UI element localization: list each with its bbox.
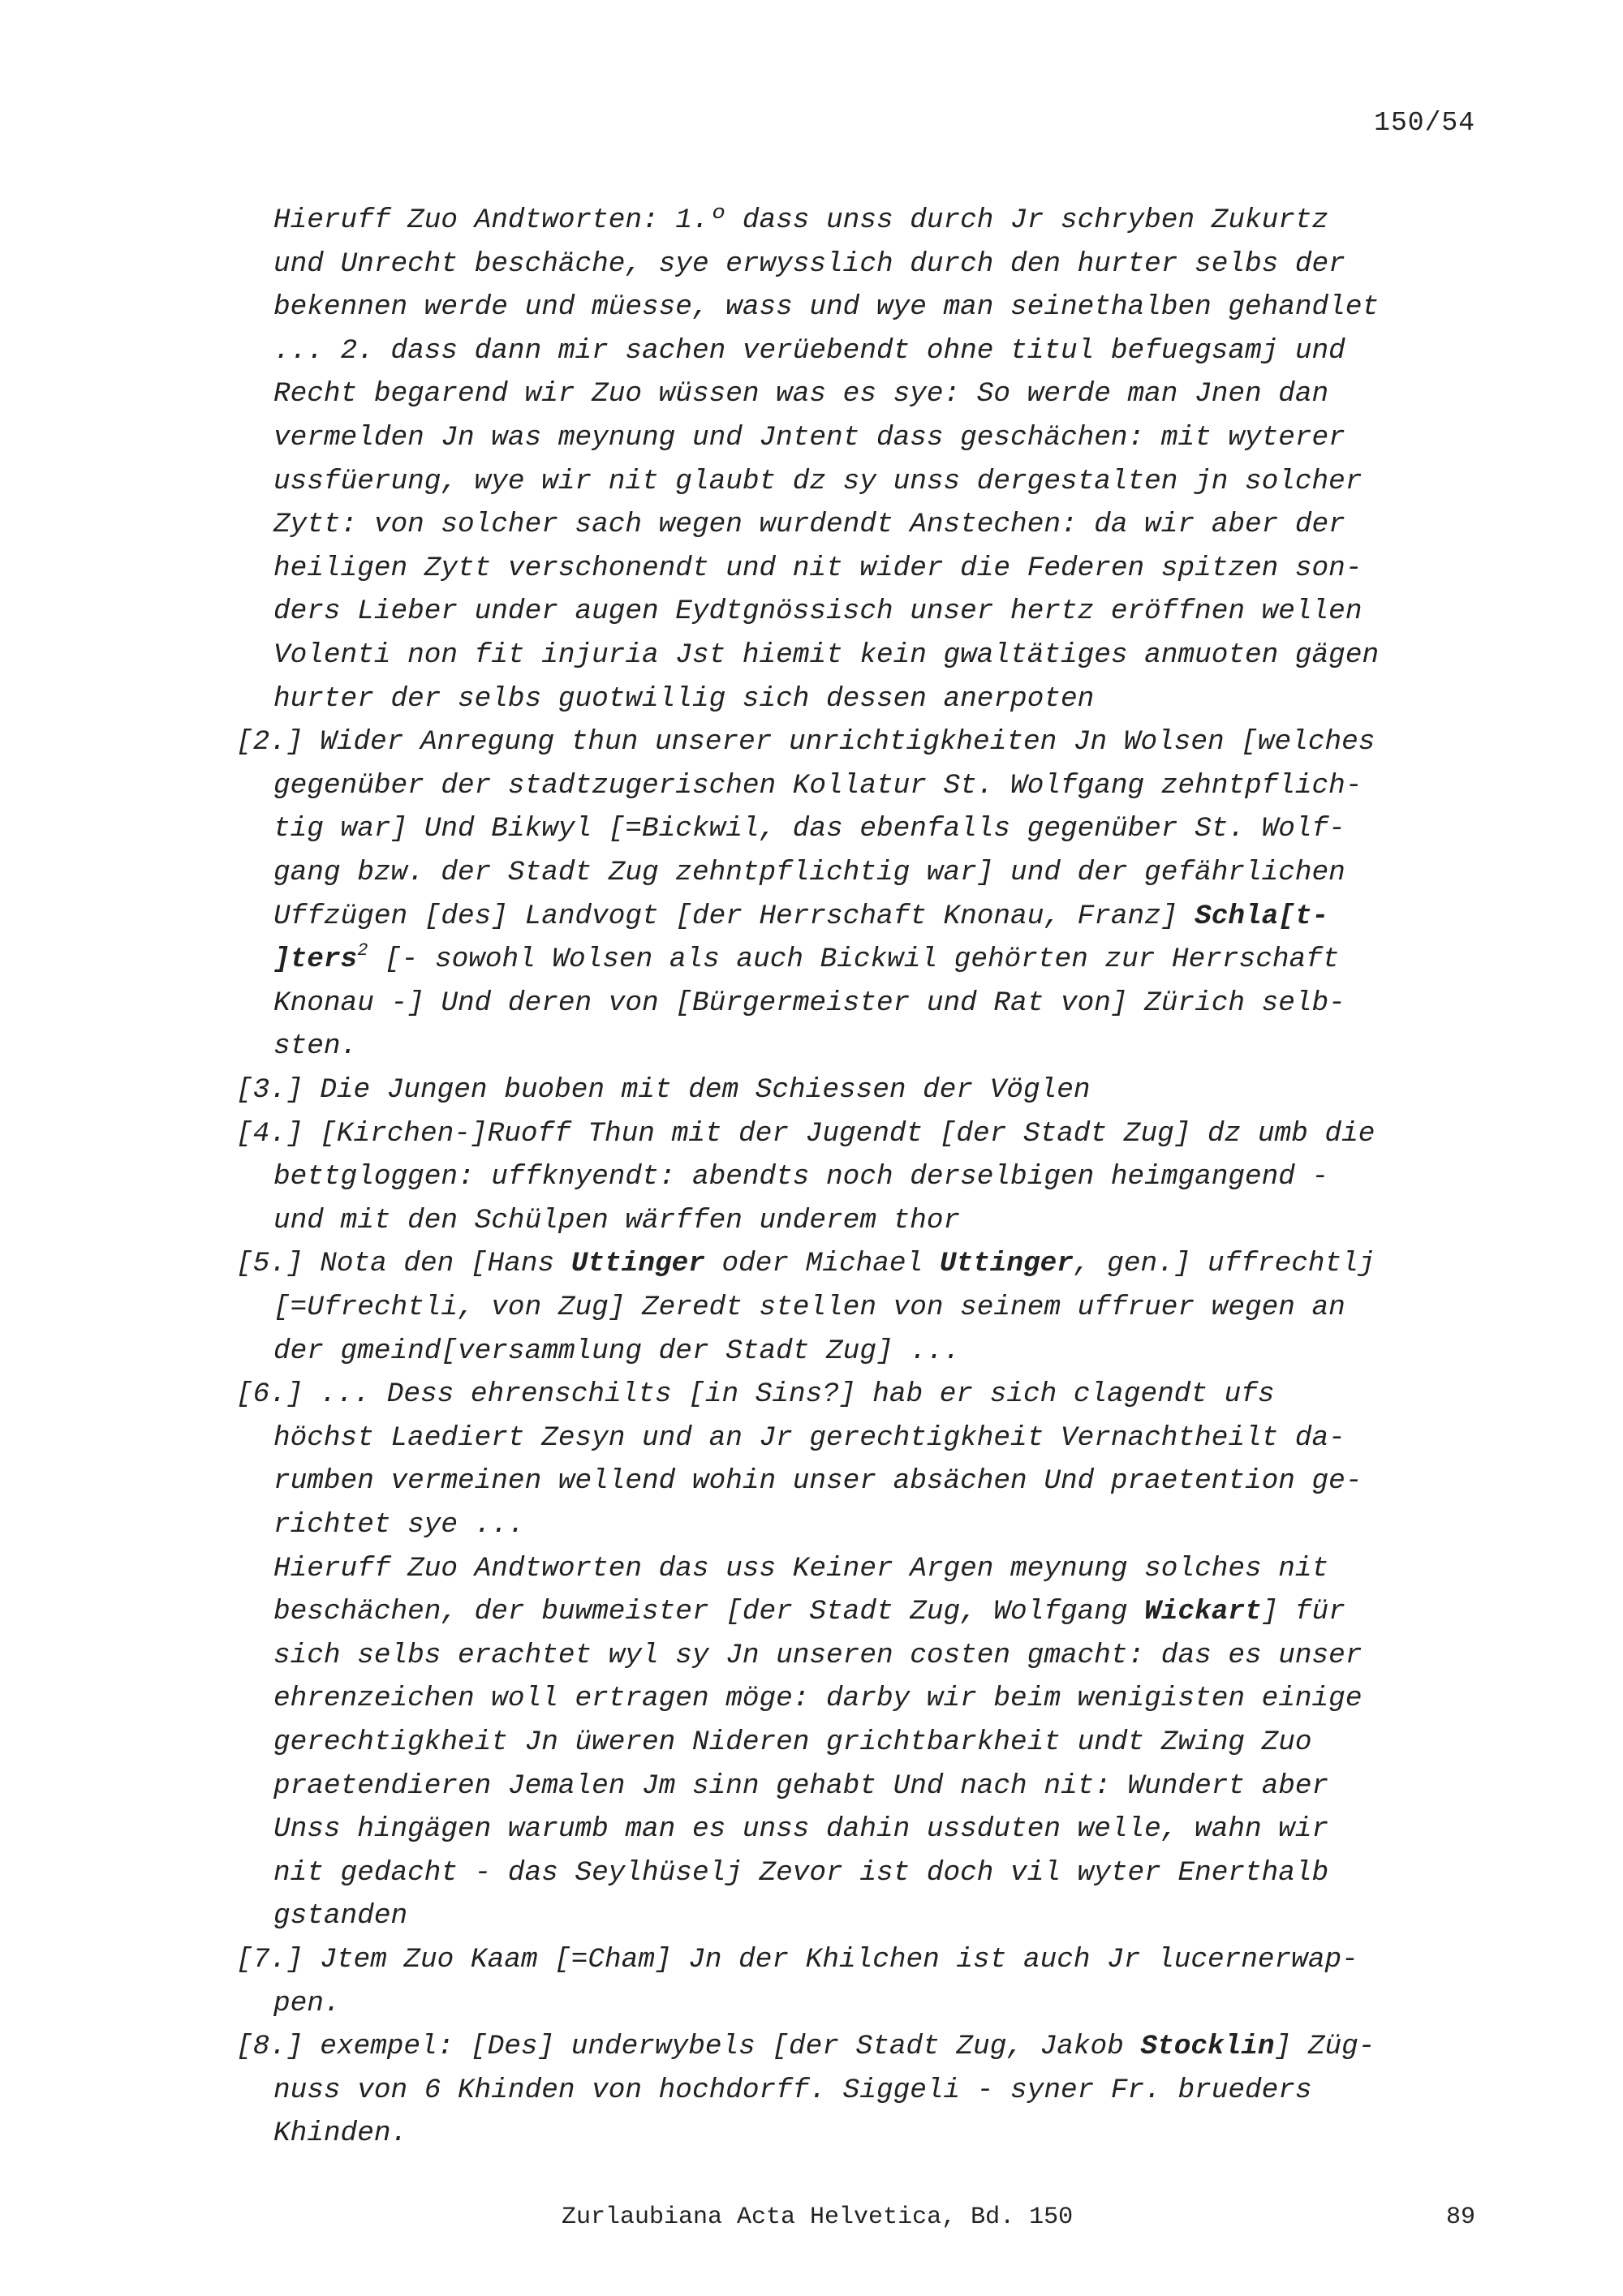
- text-line: Zytt: von solcher sach wegen wurdendt Anstechen: da wir aber der: [273, 509, 1345, 541]
- archive-reference: 150/54: [1374, 108, 1475, 138]
- text-line: nit gedacht - das Seylhüselj Zevor ist doch vil wyter Enerthalb: [273, 1856, 1329, 1889]
- text-line: Hieruff Zuo Andtworten das uss Keiner Argen meynung solches nit: [273, 1552, 1329, 1584]
- footnote-marker: 2: [357, 940, 368, 961]
- text-line: ... 2. dass dann mir sachen verüebendt ohne titul befuegsamj und: [273, 334, 1345, 367]
- text-line: Unss hingägen warumb man es unss dahin ussduten welle, wahn wir: [273, 1813, 1329, 1846]
- text-span: [- sowohl Wolsen als auch Bickwil gehörten zur Herrschaft: [368, 944, 1340, 976]
- item-2-line: [2.] Wider Anregung thun unserer unrichtigkheiten Jn Wolsen [welches: [236, 726, 1375, 759]
- text-span: [5.] Nota den [Hans: [236, 1248, 571, 1280]
- item-5-line: [236, 1242, 1375, 1286]
- text-line: und Unrecht beschäche, sye erwysslich durch den hurter selbs der: [273, 247, 1345, 280]
- person-name-schlatter-cont: ]ters: [273, 944, 358, 976]
- item-4-line: [4.] [Kirchen-]Ruoff Thun mit der Jugendt [der Stadt Zug] dz umb die: [236, 1117, 1375, 1150]
- text-line: nuss von 6 Khinden von hochdorff. Siggeli - syner Fr. brueders: [273, 2074, 1312, 2106]
- text-line: ders Lieber under augen Eydtgnössisch unser hertz eröffnen wellen: [273, 595, 1363, 628]
- person-name-uttinger: Uttinger: [939, 1248, 1074, 1280]
- page-number: 89: [1445, 2204, 1475, 2231]
- text-span: ] Züg-: [1274, 2031, 1375, 2063]
- item-6-line: [6.] ... Dess ehrenschilts [in Sins?] hab er sich clagendt ufs: [236, 1378, 1275, 1411]
- text-line: [273, 938, 1339, 982]
- text-line: ehrenzeichen woll ertragen möge: darby wir beim wenigisten einige: [273, 1683, 1363, 1715]
- text-span: ] für: [1261, 1596, 1345, 1628]
- text-line: [273, 1590, 1345, 1634]
- text-line: pen.: [273, 1987, 341, 2019]
- text-line: praetendieren Jemalen Jm sinn gehabt Und nach nit: Wundert aber: [273, 1769, 1329, 1802]
- text-line: Hieruff Zuo Andtworten: 1.º dass unss durch Jr schryben Zukurtz: [273, 204, 1329, 236]
- item-8-line: [236, 2025, 1375, 2069]
- text-line: gegenüber der stadtzugerischen Kollatur St. Wolfgang zehntpflich-: [273, 769, 1363, 802]
- text-span: oder Michael: [704, 1248, 940, 1280]
- text-line: tig war] Und Bikwyl [=Bickwil, das ebenfalls gegenüber St. Wolf-: [273, 813, 1345, 845]
- text-line: gang bzw. der Stadt Zug zehntpflichtig war] und der gefährlichen: [273, 857, 1345, 888]
- text-line: [=Ufrechtli, von Zug] Zeredt stellen von seinem uffruer wegen an: [273, 1292, 1345, 1323]
- text-line: Khinden.: [273, 2118, 408, 2150]
- text-span: Uffzügen [des] Landvogt [der Herrschaft Knonau, Franz]: [273, 900, 1195, 932]
- person-name-uttinger: Uttinger: [570, 1248, 705, 1280]
- text-line: Recht begarend wir Zuo wüssen was es sye: So werde man Jnen dan: [273, 378, 1329, 411]
- text-line: hurter der selbs guotwillig sich dessen anerpoten: [273, 682, 1095, 715]
- text-line: höchst Laediert Zesyn und an Jr gerechtigkheit Vernachtheilt da-: [273, 1421, 1345, 1454]
- text-line: rumben vermeinen wellend wohin unser absächen Und praetention ge-: [273, 1465, 1363, 1498]
- text-line: der gmeind[versammlung der Stadt Zug] ...: [273, 1335, 961, 1367]
- person-name-wickart: Wickart: [1144, 1596, 1262, 1628]
- person-name-schlatter: Schla[t-: [1195, 900, 1329, 932]
- text-line: [273, 895, 1328, 939]
- text-span: beschächen, der buwmeister [der Stadt Zug, Wolfgang: [273, 1596, 1145, 1628]
- text-line: Knonau -] Und deren von [Bürgermeister und Rat von] Zürich selb-: [273, 987, 1345, 1019]
- text-line: sten.: [273, 1030, 358, 1063]
- text-span: [8.] exempel: [Des] underwybels [der Stadt Zug, Jakob: [236, 2031, 1141, 2063]
- item-3-line: [3.] Die Jungen buoben mit dem Schiessen der Vöglen: [236, 1074, 1091, 1106]
- text-line: heiligen Zytt verschonendt und nit wider die Federen spitzen son-: [273, 552, 1363, 584]
- footer-publication-title: Zurlaubiana Acta Helvetica, Bd. 150: [562, 2204, 1074, 2231]
- text-line: ussfüerung, wye wir nit glaubt dz sy unss dergestalten jn solcher: [273, 465, 1363, 497]
- text-line: bekennen werde und müesse, wass und wye man seinethalben gehandlet: [273, 291, 1380, 324]
- text-line: und mit den Schülpen wärffen underem thor: [273, 1204, 961, 1236]
- text-line: bettgloggen: uffknyendt: abendts noch derselbigen heimgangend -: [273, 1161, 1329, 1193]
- text-line: gstanden: [273, 1900, 408, 1933]
- person-name-stocklin: Stocklin: [1140, 2031, 1275, 2063]
- text-line: gerechtigkheit Jn üweren Nideren grichtbarkheit undt Zwing Zuo: [273, 1726, 1312, 1758]
- text-line: sich selbs erachtet wyl sy Jn unseren costen gmacht: das es unser: [273, 1639, 1363, 1671]
- text-line: vermelden Jn was meynung und Jntent dass geschächen: mit wyterer: [273, 422, 1345, 454]
- text-span: , gen.] uffrechtlj: [1073, 1248, 1375, 1280]
- text-line: Volenti non fit injuria Jst hiemit kein gwaltätiges anmuoten gägen: [273, 639, 1380, 671]
- item-7-line: [7.] Jtem Zuo Kaam [=Cham] Jn der Khilchen ist auch Jr lucernerwap-: [236, 1944, 1358, 1976]
- text-line: richtet sye ...: [273, 1509, 525, 1541]
